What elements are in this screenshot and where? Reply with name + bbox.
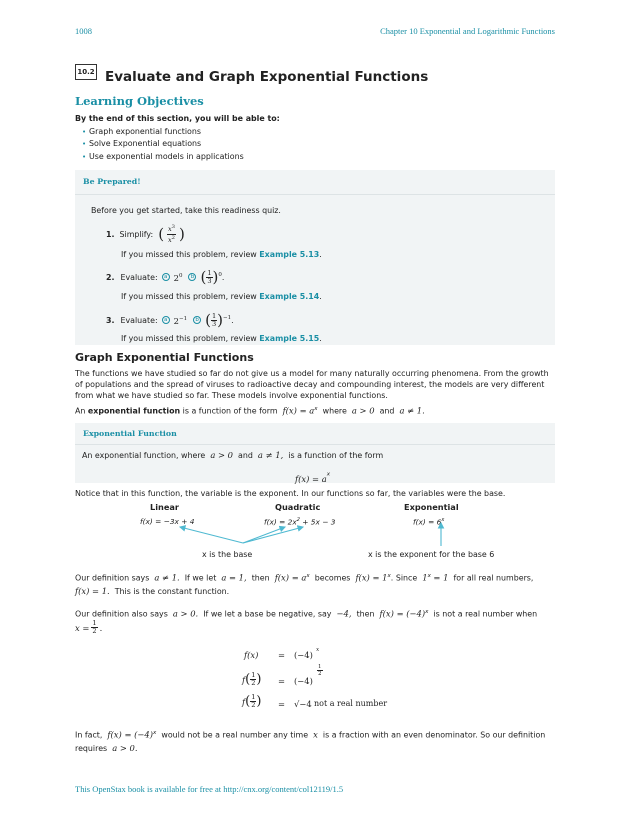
q2-b-expr: ( $\frac{1}{3}$ ) $^0$ . — [200, 267, 225, 286]
diagram-intro: Notice that in this function, the variable is the exponent. In our functions so far, the variables were the base. — [75, 489, 506, 498]
option-a-badge: a — [162, 273, 170, 281]
option-a-badge: a — [162, 316, 170, 324]
term-exponential-function: exponential function — [87, 406, 181, 416]
equation-row-3: f ( $\frac{1}{2}$ ) = √−4 not a real number — [242, 693, 388, 709]
q3-a-expr: $2^{-1}$ — [173, 315, 188, 326]
review-link-1[interactable]: Example 5.13 — [259, 250, 320, 259]
objectives-intro: By the end of this section, you will be able to: — [75, 114, 280, 123]
arrow-to-quadratic-x2 — [243, 527, 285, 543]
exp-box-text: An exponential function, where a > 0 and a ≠ 1, is a function of the form — [82, 450, 384, 460]
label-quadratic: Quadratic — [275, 502, 321, 512]
q1-label: Simplify: — [119, 229, 154, 239]
x-equals-half: x = $\frac{1}{2}$ . — [75, 619, 103, 635]
q3-number: 3. — [106, 315, 115, 325]
section-number: 10.2 — [75, 64, 97, 80]
intro-paragraph: The functions we have studied so far do not give us a model for many naturally occurring phenomena. From the growth of populations and the spread of viruses to radioactive decay and compounding interest, the models are very different from what we have studied so far. These models involve exponential functions. — [75, 369, 549, 400]
objective-item: • Use exponential models in applications — [75, 151, 244, 163]
quadratic-function: $f(x) = 2x^2 + 5x - 3$ — [264, 517, 336, 527]
definition-sentence: An exponential function is a function of the form $f(x) = a^x$ where a > 0 and a ≠ 1. — [75, 405, 425, 416]
paragraph-constant: Our definition says a ≠ 1. If we let a = 1, then $f(x) = a^x$ becomes $f(x) = 1^x$. Since 1$^x$ = 1 for all real numbers, f(x) = 1. This is the constant function. — [75, 572, 534, 596]
review-link-2[interactable]: Example 5.14 — [259, 292, 320, 301]
caption-exponent: x is the exponent for the base 6 — [368, 550, 495, 559]
objective-item: • Solve Exponential equations — [75, 138, 244, 150]
arrow-to-linear-x — [180, 527, 243, 543]
option-b-badge: b — [188, 273, 196, 281]
graph-section-heading: Graph Exponential Functions — [75, 351, 254, 364]
exp-box-formula: $f(x) = a^x$ — [295, 471, 331, 484]
equation-row-1: f(x) = (−4) x — [244, 647, 320, 660]
review-1: If you missed this problem, review Example 5.13. — [121, 250, 322, 259]
arrow-to-quadratic-x — [243, 527, 303, 543]
section-title: Evaluate and Graph Exponential Functions — [105, 69, 429, 85]
review-link-3[interactable]: Example 5.15 — [259, 334, 320, 343]
exp-box-title: Exponential Function — [83, 429, 177, 438]
equation-row-2: f ( $\frac{1}{2}$ ) = (−4) $\frac{1}{2}$ — [242, 664, 322, 687]
q1-number: 1. — [106, 229, 115, 239]
objective-item: • Graph exponential functions — [75, 126, 244, 138]
quiz-question-1: 1. Simplify: ( $\frac{x^3}{x^2}$ ) — [106, 224, 185, 244]
caption-base: x is the base — [202, 550, 253, 559]
paragraph-negative-base: Our definition also says a > 0. If we let a base be negative, say −4, then $f(x) = (-4)^x$ is not a real number when — [75, 608, 538, 619]
chapter-title: Chapter 10 Exponential and Logarithmic Functions — [380, 26, 555, 36]
label-exponential: Exponential — [404, 502, 459, 512]
be-prepared-title: Be Prepared! — [83, 177, 141, 186]
footer-text: This OpenStax book is available for free at http://cnx.org/content/col12119/1.5 — [75, 784, 344, 794]
q2-number: 2. — [106, 272, 115, 282]
q2-a-expr: $2^0$ — [173, 272, 183, 283]
learning-objectives-heading: Learning Objectives — [75, 94, 204, 108]
paragraph-conclusion: In fact, $f(x) = (-4)^x$ would not be a real number any time x is a fraction with an even denominator. So our definition requires a > 0. — [75, 729, 546, 753]
review-3: If you missed this problem, review Example 5.15. — [121, 334, 322, 343]
q1-fraction: $\frac{x^3}{x^2}$ — [168, 224, 175, 244]
label-linear: Linear — [150, 502, 179, 512]
option-b-badge: b — [193, 316, 201, 324]
exponential-function: $f(x) = 6^x$ — [413, 517, 445, 527]
q3-label: Evaluate: — [120, 315, 158, 325]
review-2: If you missed this problem, review Example 5.14. — [121, 292, 322, 301]
linear-function: f(x) = −3x + 4 — [140, 517, 195, 526]
quiz-intro: Before you get started, take this readiness quiz. — [91, 206, 281, 215]
q3-b-expr: ( $\frac{1}{3}$ ) $^{-1}$ . — [205, 310, 234, 329]
q2-label: Evaluate: — [120, 272, 158, 282]
page-number: 1008 — [75, 26, 92, 36]
